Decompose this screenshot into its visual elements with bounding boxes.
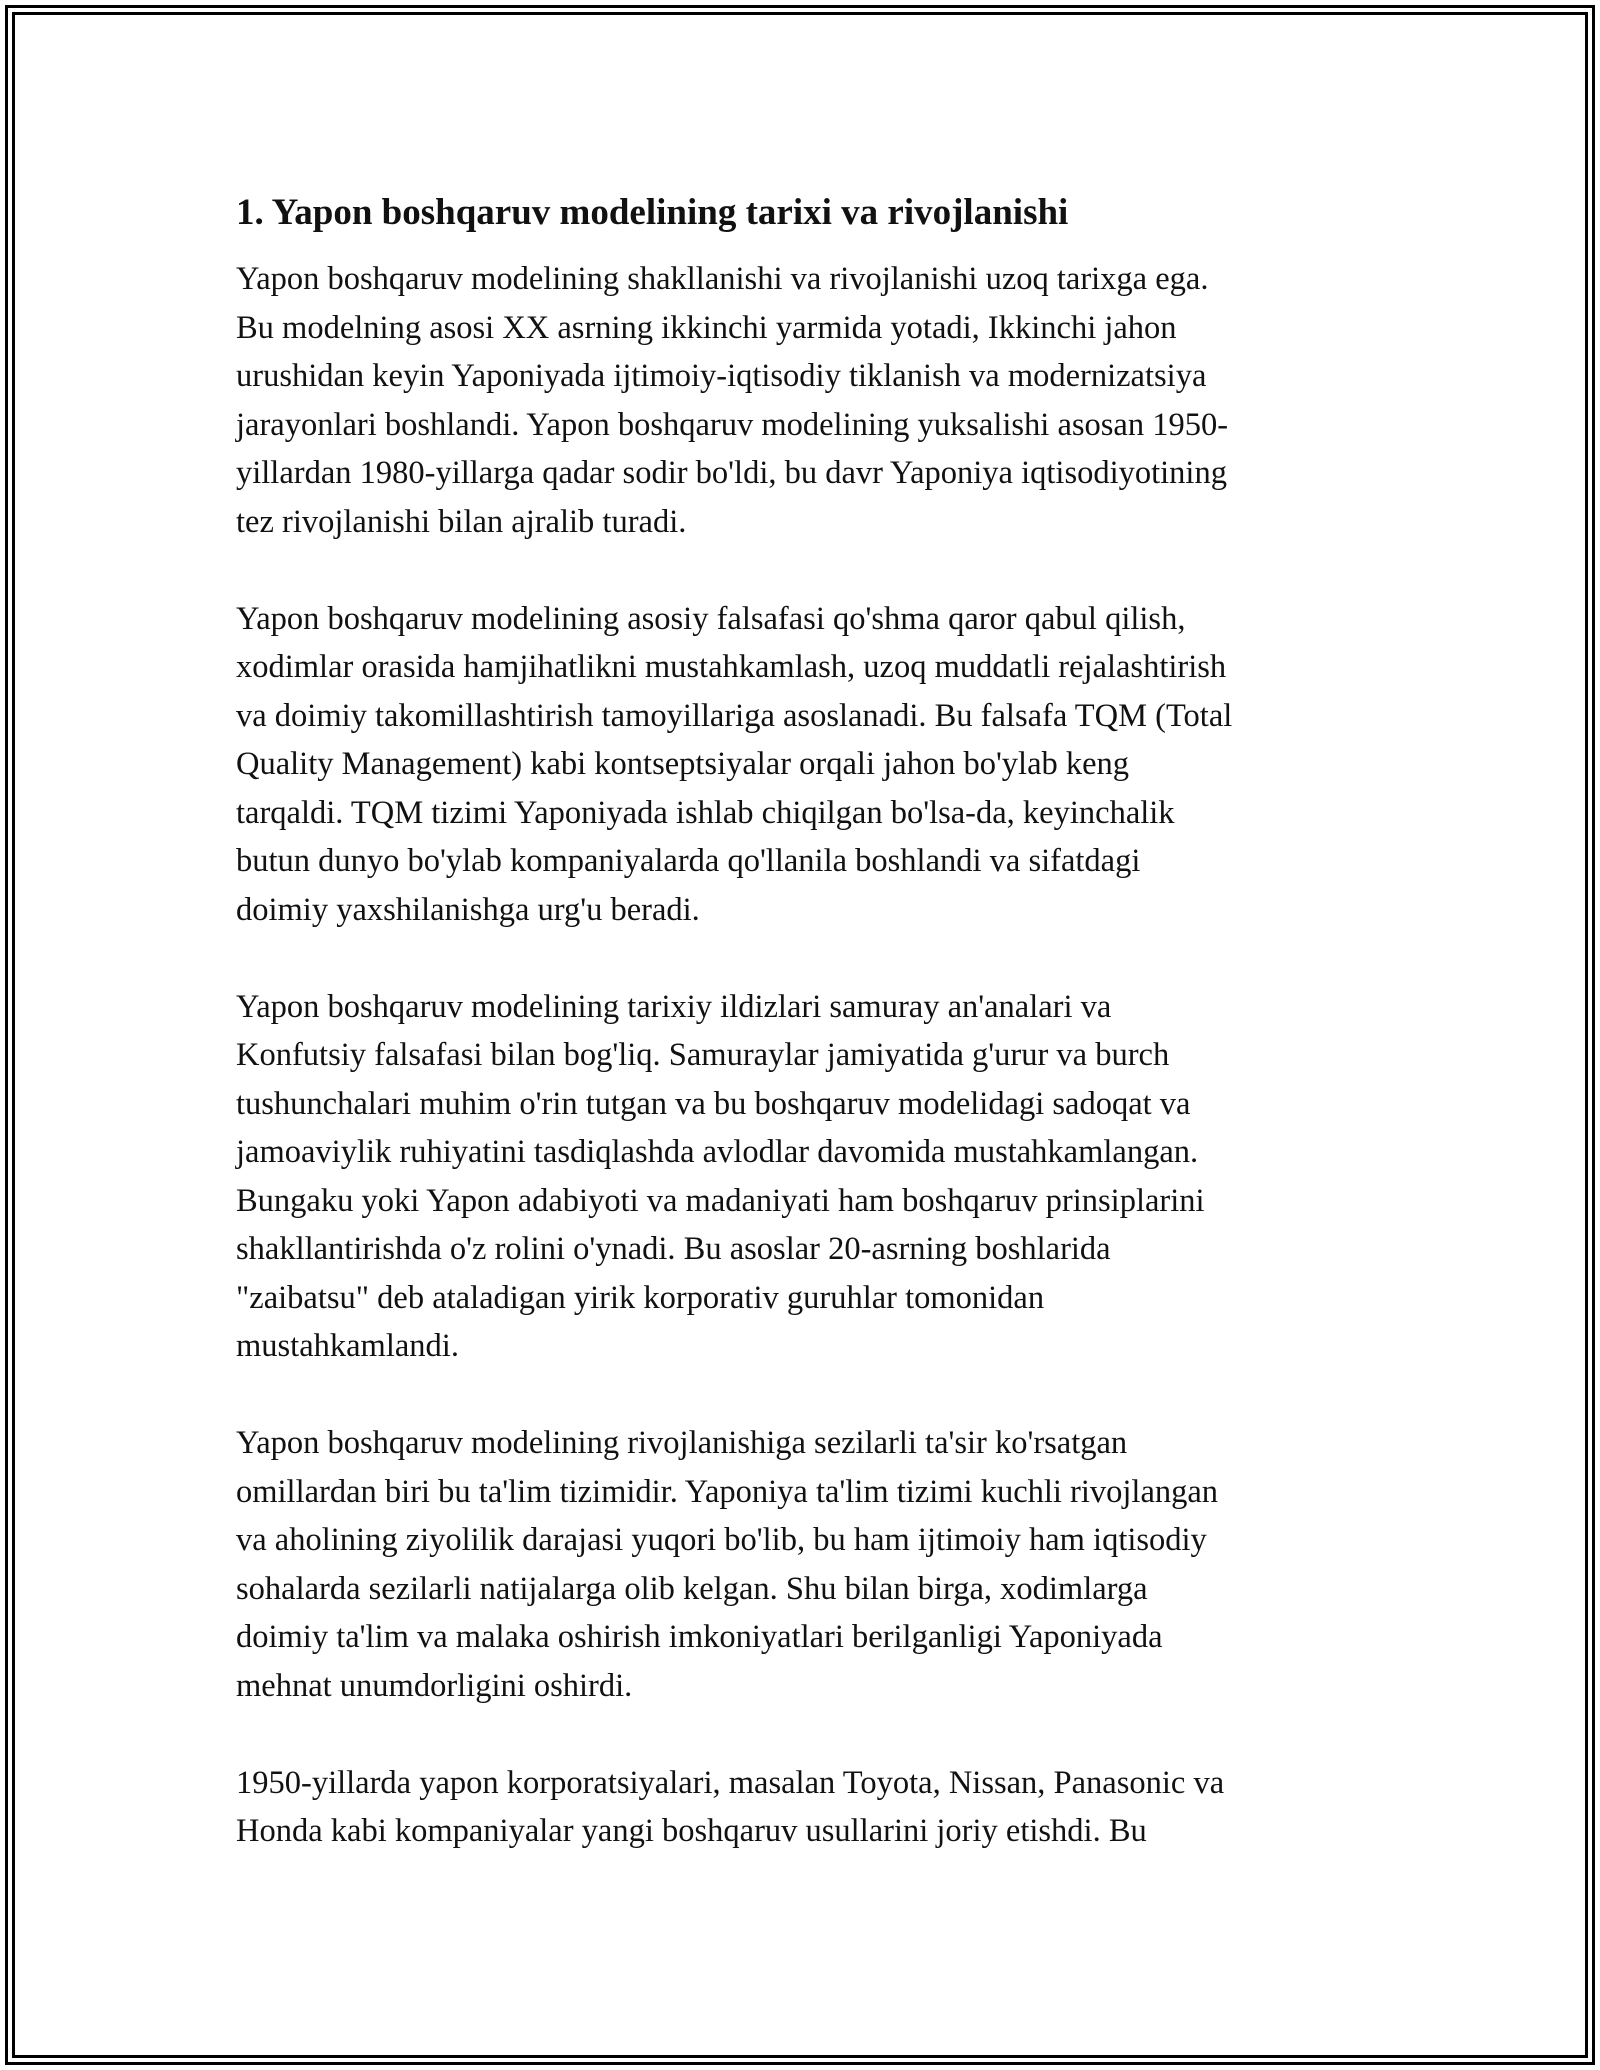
text-line: Quality Management) kabi kontseptsiyalar orqali jahon bo'ylab keng xyxy=(236,746,1130,782)
text-line: shakllantirishda o'z rolini o'ynadi. Bu asoslar 20-asrning boshlarida xyxy=(236,1231,1111,1267)
text-line: doimiy ta'lim va malaka oshirish imkoniyatlari berilganligi Yaponiyada xyxy=(236,1619,1163,1655)
text-line: jarayonlari boshlandi. Yapon boshqaruv modelining yuksalishi asosan 1950- xyxy=(236,406,1229,443)
text-line: Konfutsiy falsafasi bilan bog'liq. Samuraylar jamiyatida g'urur va burch xyxy=(236,1037,1170,1073)
text-line: Yapon boshqaruv modelining rivojlanishiga sezilarli ta'sir ko'rsatgan xyxy=(236,1425,1128,1461)
text-line: butun dunyo bo'ylab kompaniyalarda qo'llanila boshlandi va sifatdagi xyxy=(236,843,1141,879)
text-line: Bungaku yoki Yapon adabiyoti va madaniyati ham boshqaruv prinsiplarini xyxy=(236,1182,1205,1219)
text-line: 1950-yillarda yapon korporatsiyalari, masalan Toyota, Nissan, Panasonic va xyxy=(236,1764,1225,1801)
text-line: Yapon boshqaruv modelining shakllanishi va rivojlanishi uzoq tarixga ega. xyxy=(236,261,1209,297)
text-line: mehnat unumdorligini oshirdi. xyxy=(236,1667,633,1704)
text-line: "zaibatsu" deb ataladigan yirik korporativ guruhlar tomonidan xyxy=(236,1279,1045,1316)
paragraph-2 xyxy=(236,595,1376,935)
text-line: Honda kabi kompaniyalar yangi boshqaruv usullarini joriy etishdi. Bu xyxy=(236,1813,1147,1849)
paragraph-1 xyxy=(236,255,1376,546)
text-line: Yapon boshqaruv modelining tarixiy ildizlari samuray an'analari va xyxy=(236,988,1112,1025)
text-line: va doimiy takomillashtirish tamoyillariga asoslanadi. Bu falsafa TQM (Total xyxy=(236,697,1233,734)
text-line: yillardan 1980-yillarga qadar sodir bo'ldi, bu davr Yaponiya iqtisodiyotining xyxy=(236,455,1227,491)
text-line: mustahkamlandi. xyxy=(236,1328,459,1364)
text-line: urushidan keyin Yaponiyada ijtimoiy-iqtisodiy tiklanish va modernizatsiya xyxy=(236,358,1207,394)
text-line: Bu modelning asosi XX asrning ikkinchi yarmida yotadi, Ikkinchi jahon xyxy=(236,309,1177,346)
paragraph-3 xyxy=(236,983,1376,1371)
text-line: omillardan biri bu ta'lim tizimidir. Yaponiya ta'lim tizimi kuchli rivojlangan xyxy=(236,1473,1219,1510)
document-body xyxy=(236,185,1376,1904)
text-line: xodimlar orasida hamjihatlikni mustahkamlash, uzoq muddatli rejalashtirish xyxy=(236,649,1227,685)
text-line: va aholining ziyolilik darajasi yuqori bo'lib, bu ham ijtimoiy ham iqtisodiy xyxy=(236,1522,1207,1558)
section-heading: 1. Yapon boshqaruv modelining tarixi va rivojlanishi xyxy=(236,192,1069,233)
text-line: tarqaldi. TQM tizimi Yaponiyada ishlab chiqilgan bo'lsa-da, keyinchalik xyxy=(236,794,1175,831)
text-line: Yapon boshqaruv modelining asosiy falsafasi qo'shma qaror qabul qilish, xyxy=(236,600,1186,637)
text-line: doimiy yaxshilanishga urg'u beradi. xyxy=(236,891,700,928)
paragraph-5 xyxy=(236,1759,1376,1856)
text-line: tushunchalari muhim o'rin tutgan va bu boshqaruv modelidagi sadoqat va xyxy=(236,1085,1191,1122)
text-line: jamoaviylik ruhiyatini tasdiqlashda avlodlar davomida mustahkamlangan. xyxy=(236,1134,1199,1170)
text-line: sohalarda sezilarli natijalarga olib kelgan. Shu bilan birga, xodimlarga xyxy=(236,1570,1148,1607)
paragraph-4 xyxy=(236,1419,1376,1710)
text-line: tez rivojlanishi bilan ajralib turadi. xyxy=(236,503,687,540)
